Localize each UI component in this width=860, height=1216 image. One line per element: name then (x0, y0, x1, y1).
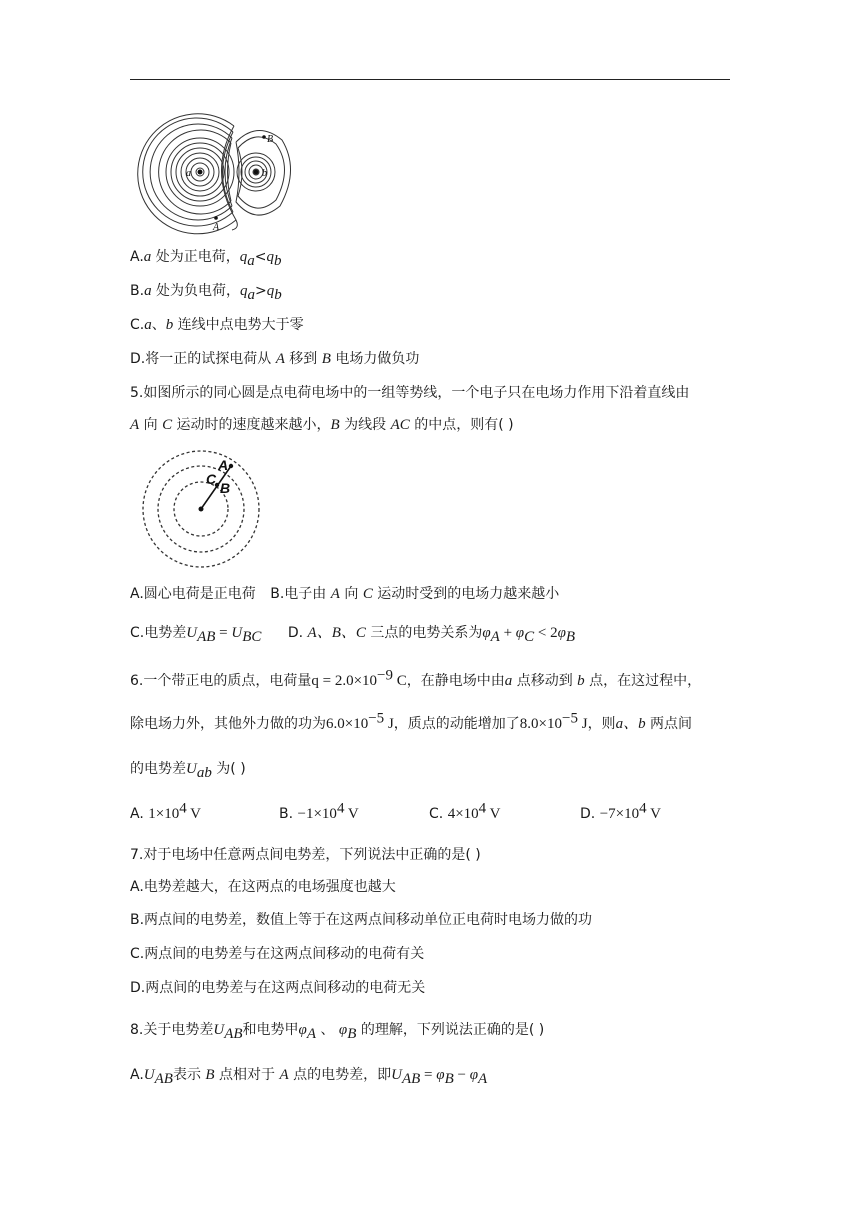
q4-option-a: A.a 处为正电荷，$q_a<q_b$ (130, 249, 282, 269)
q6-option-c: C. $4\times 10^4$ V (429, 800, 501, 822)
q7-option-b: B.两点间的电势差，数值上等于在这两点间移动单位正电荷时电场力做的功 (130, 912, 593, 928)
q7-option-d: D.两点间的电势差与在这两点间移动的电荷无关 (130, 980, 426, 996)
q6-stem-line2: 除电场力外，其他外力做的功为$6.0\times 10^{-5}$ J，质点的动能增加了$8.0\times 10^{-5}$ J，则a、b 两点间 (130, 710, 693, 732)
equipotential-figure-q4 (128, 108, 300, 236)
q7-option-a: A.电势差越大，在这两点的电场强度也越大 (130, 879, 396, 895)
q7-stem: 7.对于电场中任意两点间电势差，下列说法中正确的是( ) (130, 847, 481, 863)
q6-option-d: D. $-7\times 10^4$ V (580, 800, 661, 822)
q4-option-b: B.a 处为负电荷，$q_a>q_b$ (130, 283, 282, 303)
figure-label-B-q5: B (220, 480, 231, 496)
q7-option-c: C.两点间的电势差与在这两点间移动的电荷有关 (130, 946, 425, 962)
header-rule (130, 79, 730, 80)
figure-label-C-q5: C (206, 471, 217, 487)
q5-options-ab: A.圆心电荷是正电荷 B.电子由 A 向 C 运动时受到的电场力越来越小 (130, 586, 560, 602)
figure-label-A-q5: A (218, 457, 229, 473)
q6-stem-line1: 6.一个带正电的质点，电荷量$q = 2.0\times 10^{-9}$ C，在静电场中由a 点移动到 b 点，在这过程中， (130, 667, 702, 689)
q5-options-cd: C.电势差$U_{AB} = U_{BC}$ D. A、B、C 三点的电势关系为$\varphi_A + \varphi_C < 2\varphi_B$ (130, 625, 576, 645)
q5-stem-line1: 5.如图所示的同心圆是点电荷电场中的一组等势线，一个电子只在电场力作用下沿着直线由 (130, 385, 690, 401)
q4-option-c: C.a、b 连线中点电势大于零 (130, 317, 304, 333)
figure-label-b: b (262, 168, 267, 179)
concentric-circles-figure-q5 (138, 448, 264, 570)
q6-stem-line3: 的电势差$U_{ab}$ 为( ) (130, 761, 246, 781)
figure-label-a: a (186, 168, 191, 179)
q4-option-d: D.将一正的试探电荷从 A 移到 B 电场力做负功 (130, 351, 420, 367)
figure-label-B: B (267, 134, 274, 145)
q5-stem-line2: A 向 C 运动时的速度越来越小，B 为线段 AC 的中点，则有( ) (130, 417, 514, 433)
q6-option-b: B. $-1\times 10^4$ V (279, 800, 359, 822)
q6-option-a: A. $1\times 10^4$ V (130, 800, 202, 822)
figure-label-A: A (213, 222, 220, 233)
q8-stem: 8.关于电势差$U_{AB}$和电势甲$\varphi_A$ 、 $\varphi_B$ 的理解，下列说法正确的是( ) (130, 1022, 545, 1042)
q8-option-a: $A.U_{AB}$表示 B 点相对于 A 点的电势差，即$U_{AB} = \varphi_B - \varphi_A$ (130, 1067, 488, 1087)
